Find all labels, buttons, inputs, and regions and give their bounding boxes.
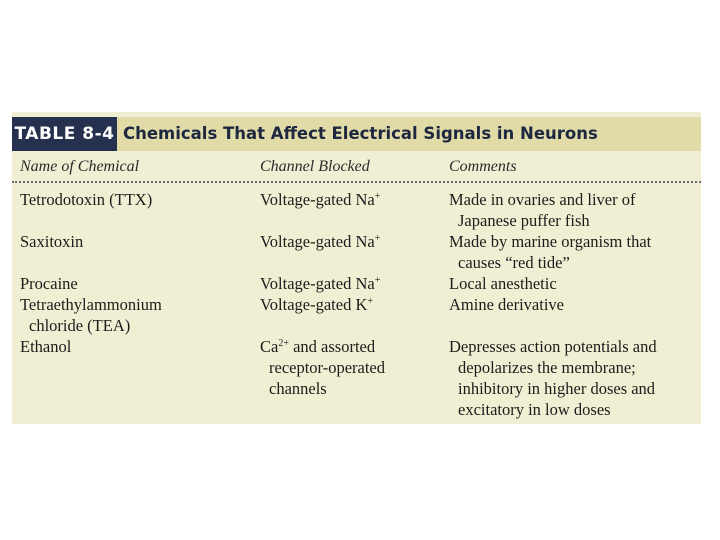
channel-text: and assorted xyxy=(288,337,376,356)
chemical-name-line: Ethanol xyxy=(20,337,72,356)
header-divider xyxy=(12,181,701,183)
channel-cell xyxy=(260,336,385,399)
table-title: Chemicals That Affect Electrical Signals in Neurons xyxy=(123,124,598,143)
column-header-name: Name of Chemical xyxy=(20,158,140,175)
chemical-name-cell xyxy=(20,273,78,294)
channel-text: Voltage-gated Na xyxy=(260,190,375,209)
channel-cell xyxy=(260,189,380,210)
channel-cell xyxy=(260,231,380,252)
comment-line: causes “red tide” xyxy=(458,253,570,272)
comment-line: Made in ovaries and liver of xyxy=(449,190,636,209)
chemical-name-line: Tetraethylammonium xyxy=(20,295,162,314)
comment-line: Local anesthetic xyxy=(449,274,557,293)
comment-line: Amine derivative xyxy=(449,295,565,314)
chemical-name-line: Saxitoxin xyxy=(20,232,84,251)
chemical-name-cell xyxy=(20,336,71,357)
comments-cell xyxy=(449,273,557,294)
channel-charge: + xyxy=(374,275,381,286)
comments-cell xyxy=(449,336,657,420)
chemical-name-line: Tetrodotoxin (TTX) xyxy=(20,190,153,209)
channel-text: Ca xyxy=(260,337,279,356)
channel-charge: + xyxy=(374,191,381,202)
comment-line: depolarizes the membrane; xyxy=(458,358,636,377)
chemical-name-line: Procaine xyxy=(20,274,78,293)
channel-text: Voltage-gated Na xyxy=(260,232,375,251)
comment-line: Made by marine organism that xyxy=(449,232,652,251)
comments-cell xyxy=(449,294,564,315)
channel-cell xyxy=(260,273,380,294)
channel-line: channels xyxy=(269,379,327,398)
channel-line: receptor-operated xyxy=(269,358,386,377)
chemical-name-cell xyxy=(20,294,162,336)
table-figure xyxy=(12,112,701,424)
comment-line: inhibitory in higher doses and xyxy=(458,379,656,398)
chemical-name-cell xyxy=(20,189,152,210)
channel-text: Voltage-gated Na xyxy=(260,274,375,293)
channel-cell xyxy=(260,294,373,315)
column-header-channel: Channel Blocked xyxy=(260,158,370,175)
comment-line: excitatory in low doses xyxy=(458,400,611,419)
chemical-name-line: chloride (TEA) xyxy=(29,316,131,335)
channel-text: Voltage-gated K xyxy=(260,295,368,314)
channel-charge: + xyxy=(374,233,381,244)
comments-cell xyxy=(449,189,635,231)
channel-charge: + xyxy=(367,296,374,307)
table-header-bar xyxy=(12,117,701,151)
column-header-comments: Comments xyxy=(449,158,517,175)
channel-line xyxy=(260,336,385,357)
table-number-label: TABLE 8-4 xyxy=(12,117,117,151)
channel-charge: 2+ xyxy=(278,338,289,349)
comment-line: Japanese puffer fish xyxy=(458,211,590,230)
chemical-name-cell xyxy=(20,231,83,252)
comment-line: Depresses action potentials and xyxy=(449,337,657,356)
comments-cell xyxy=(449,231,651,273)
